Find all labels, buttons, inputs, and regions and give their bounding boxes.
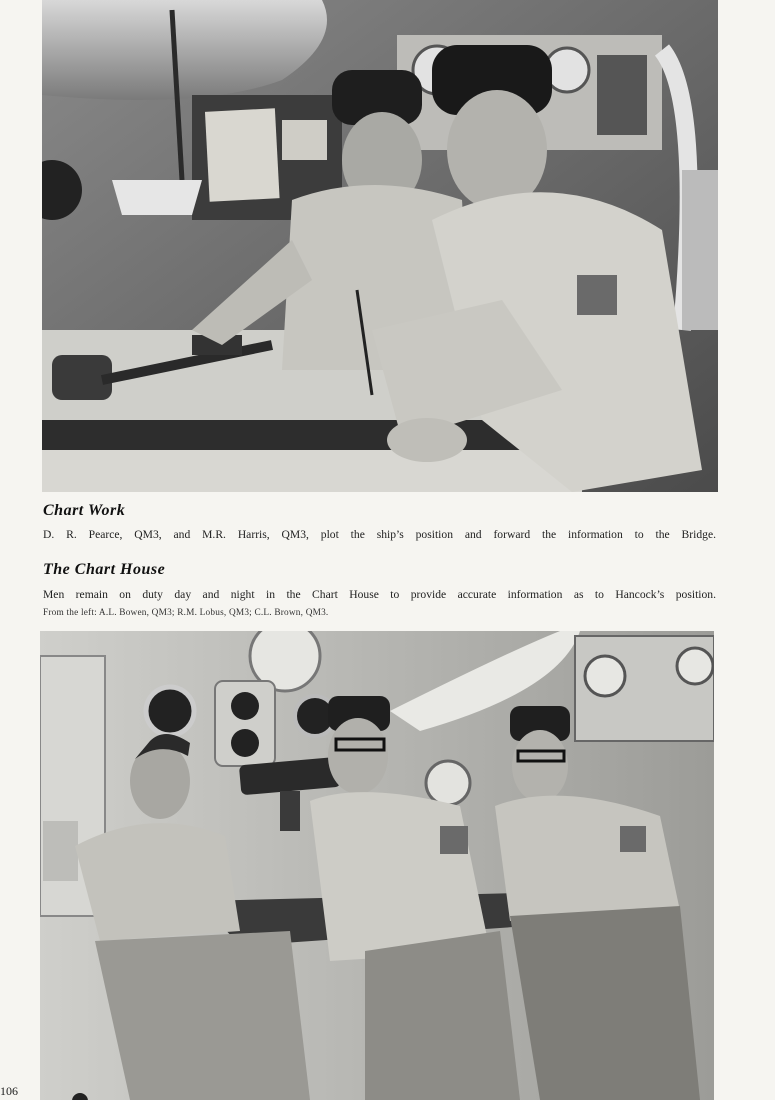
chart-house-photo-graphic bbox=[40, 631, 714, 1100]
section-heading-chart-work: Chart Work bbox=[43, 502, 126, 519]
photo-chart-house bbox=[40, 631, 714, 1100]
chart-work-photo-graphic bbox=[42, 0, 718, 492]
caption-chart-house: Men remain on duty day and night in the Chart House to provide accurate information as to Hancock’s position. bbox=[43, 588, 716, 601]
page-number: 106 bbox=[0, 1084, 18, 1098]
caption-chart-work: D. R. Pearce, QM3, and M.R. Harris, QM3, plot the ship’s position and forward the information to the Bridge. bbox=[43, 528, 716, 541]
photo-chart-work bbox=[42, 0, 718, 492]
section-heading-chart-house: The Chart House bbox=[43, 561, 166, 578]
caption-names-from-left: From the left: A.L. Bowen, QM3; R.M. Lobus, QM3; C.L. Brown, QM3. bbox=[43, 608, 329, 618]
